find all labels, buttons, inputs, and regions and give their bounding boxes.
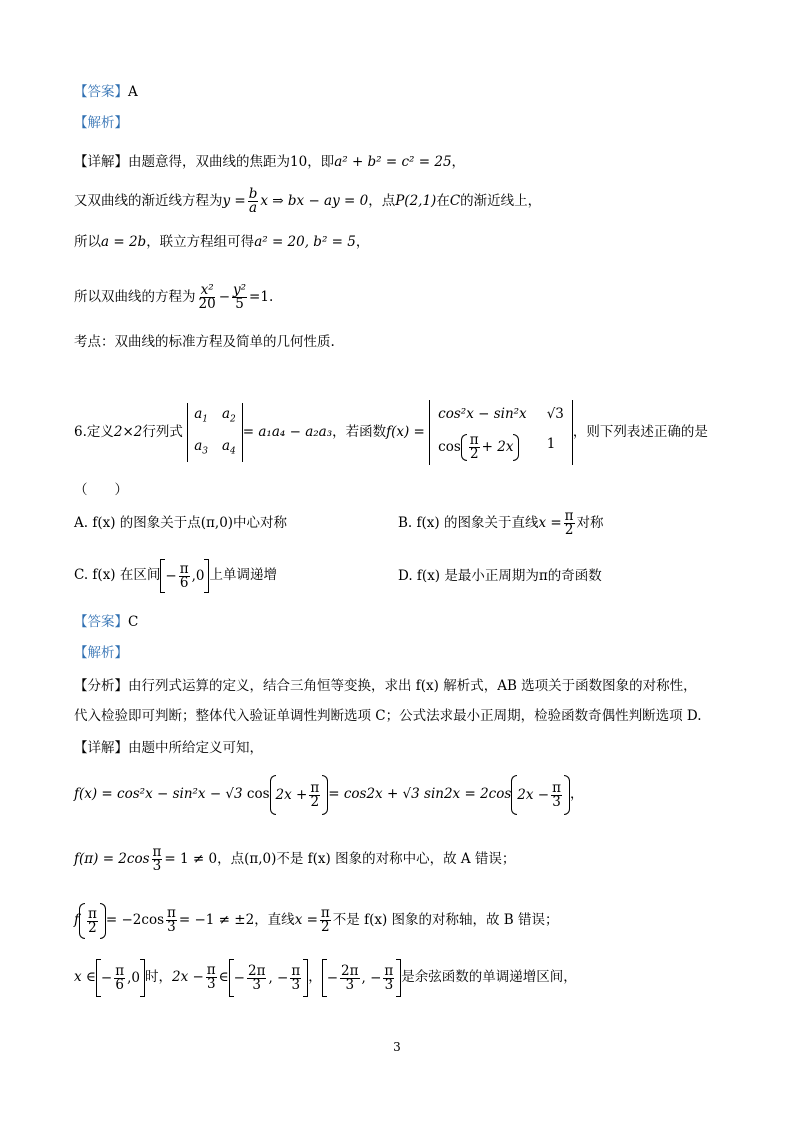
function-determinant: cos²x − sin²x √3 cos $\frac{\pi}{2}$ + 2x 1 (429, 400, 573, 465)
hyperbola-equation-line: 所以双曲线的方程为 $\frac{\text{x²}}{20}$ − $\frac{\text{y²}}{5}$ =1. (74, 282, 274, 312)
check-option-a: f(π) = 2cos $\frac{\pi}{3}$ = 1 ≠ 0，点(π,0)不是 f(x) 图象的对称中心，故 A 错误； (74, 844, 516, 874)
option-b: B. f(x) 的图象关于直线x = $\frac{\pi}{2}$ 对称 (398, 508, 604, 538)
asymptote-line: 又双曲线的渐近线方程为y = $\frac{b}{a}$ x ⇒ bx − ay = 0，点P(2,1)在C的渐近线上， (74, 186, 542, 216)
expansion-equation: f(x) = cos²x − sin²x − √3 cos 2x + $\frac{\pi}{2}$ = cos2x + √3 sin2x = 2cos 2x − $\frac{\pi}{3}$ ， (74, 774, 583, 815)
answer-2: 【答案】C (74, 614, 139, 630)
detail-1-line: 【详解】由题意得，双曲线的焦距为10，即a² + b² = c² = 25， (74, 154, 466, 170)
key-point: 考点：双曲线的标准方程及简单的几何性质. (74, 334, 335, 350)
question-6-paren: （ ） (74, 482, 128, 498)
page-number: 3 (393, 1040, 401, 1054)
analysis-line-2: 代入检验即可判断；整体代入验证单调性判断选项 C；公式法求最小正周期，检验函数奇偶性判断选项 D. (74, 708, 702, 724)
determinant-definition: $a_1$ $a_2$ $a_3$ $a_4$ (187, 403, 243, 462)
check-option-c: x ∈ − $\frac{\pi}{6}$ ,0 时，2x − $\frac{\pi}{3}$ ∈ − $\frac{2\pi}{3}$ , − $\frac{\pi}{3}$ ， − $\frac{2\pi}{3}$ , − $\frac{\pi}{3}$ 是余弦函数的单调递增区间， (74, 958, 577, 997)
option-c: C. f(x) 在区间 − $\frac{\pi}{6}$ ,0 上单调递增 (74, 560, 277, 591)
analysis-2-label: 【解析】 (74, 645, 128, 661)
system-line: 所以a = 2b，联立方程组可得a² = 20, b² = 5， (74, 234, 370, 250)
answer-1: 【答案】A (74, 84, 138, 100)
check-option-b: f $\frac{\pi}{2}$ = −2cos $\frac{\pi}{3}$ = −1 ≠ ±2，直线x = $\frac{\pi}{2}$ 不是 f(x) 图象的对称轴，故 B 错误； (74, 902, 559, 939)
analysis-1-label: 【解析】 (74, 115, 128, 131)
option-a: A. f(x) 的图象关于点(π,0)中心对称 (74, 515, 288, 531)
option-d: D. f(x) 是最小正周期为π的奇函数 (398, 568, 602, 584)
question-6-stem: 6.定义2×2行列式 $a_1$ $a_2$ $a_3$ $a_4$ = a₁a₄ − a₂a₃，若函数f(x) = cos²x − sin²x √3 cos $\frac{\pi}{2}$ + 2x 1 ，则下列表述正确的是 (74, 400, 708, 460)
detail-2-line: 【详解】由题中所给定义可知， (74, 740, 263, 756)
analysis-line-1: 【分析】由行列式运算的定义，结合三角恒等变换，求出 f(x) 解析式，AB 选项关于函数图象的对称性， (74, 678, 697, 694)
